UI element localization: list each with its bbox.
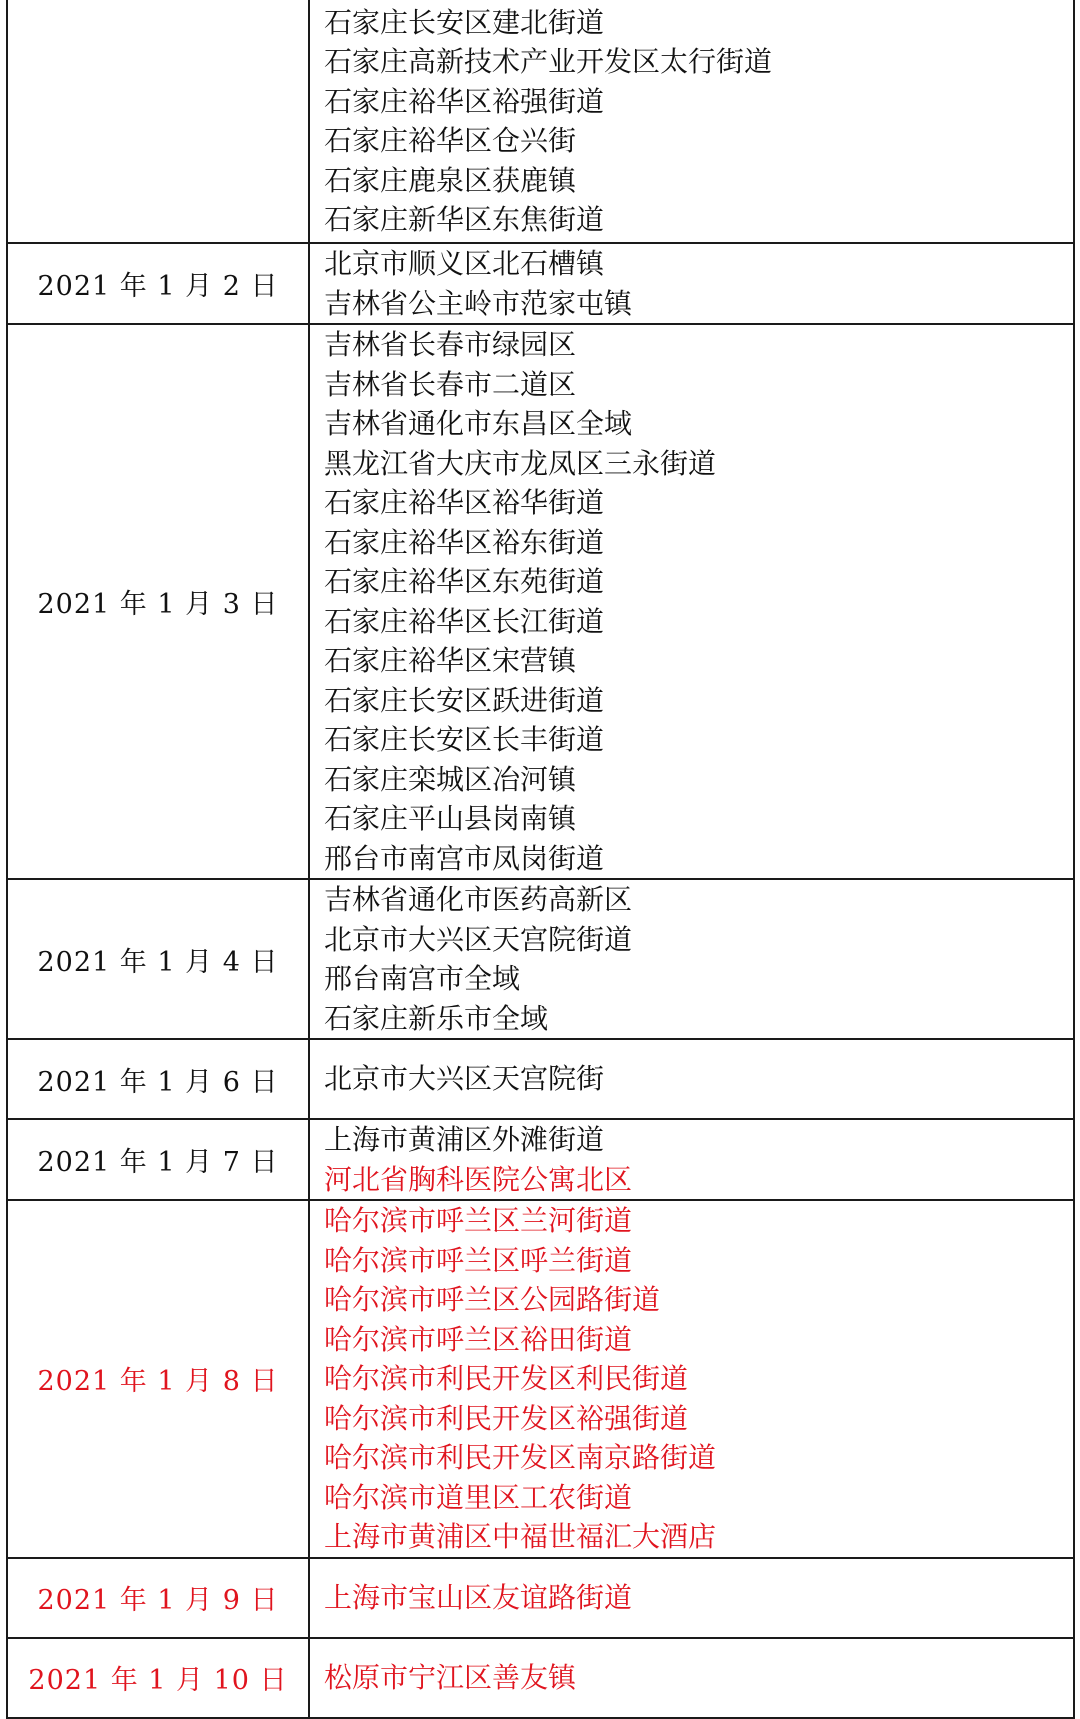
location-item: 哈尔滨市呼兰区裕田街道 (324, 1322, 633, 1356)
date-cell: 2021 年 1 月 6 日 (7, 1039, 309, 1119)
locations-cell (309, 324, 1074, 879)
table-row (7, 1039, 1074, 1119)
date-cell: 2021 年 1 月 8 日 (7, 1200, 309, 1558)
location-item: 河北省胸科医院公寓北区 (324, 1162, 633, 1196)
location-item: 石家庄长安区跃进街道 (324, 683, 605, 717)
location-item: 邢台南宫市全域 (324, 962, 521, 995)
location-item: 吉林省长春市绿园区 (324, 328, 577, 361)
table-row (7, 1638, 1074, 1718)
risk-area-table (6, 0, 1075, 1719)
locations-cell (309, 243, 1074, 324)
table-row (7, 0, 1074, 243)
location-item: 石家庄裕华区裕华街道 (324, 486, 605, 519)
date-cell: 2021 年 1 月 7 日 (7, 1119, 309, 1200)
table-row (7, 243, 1074, 324)
location-item: 吉林省公主岭市范家屯镇 (324, 286, 633, 320)
location-item: 石家庄新乐市全域 (324, 1001, 549, 1035)
location-item: 黑龙江省大庆市龙凤区三永街道 (324, 446, 717, 480)
location-item: 石家庄长安区长丰街道 (324, 723, 605, 756)
date-cell: 2021 年 1 月 4 日 (7, 879, 309, 1039)
location-item: 石家庄裕华区仓兴街 (324, 124, 577, 157)
location-item: 石家庄鹿泉区获鹿镇 (324, 163, 577, 197)
locations-cell (309, 1119, 1074, 1200)
location-item: 上海市黄浦区外滩街道 (324, 1123, 605, 1156)
date-cell: 2021 年 1 月 2 日 (7, 243, 309, 324)
table-row (7, 324, 1074, 879)
locations-cell (309, 1558, 1074, 1638)
location-item: 石家庄新华区东焦街道 (324, 203, 605, 236)
locations-cell (309, 1200, 1074, 1558)
location-item: 石家庄长安区建北街道 (324, 5, 605, 39)
location-item: 吉林省通化市医药高新区 (324, 883, 633, 916)
locations-cell (309, 879, 1074, 1039)
date-cell: 2021 年 1 月 10 日 (7, 1638, 309, 1718)
locations-cell (309, 0, 1074, 243)
table-body (7, 0, 1074, 1718)
location-item: 石家庄裕华区裕强街道 (324, 84, 605, 118)
date-cell (7, 0, 309, 243)
location-item: 上海市宝山区友谊路街道 (324, 1580, 633, 1614)
location-item: 哈尔滨市利民开发区利民街道 (324, 1362, 689, 1395)
date-cell: 2021 年 1 月 3 日 (7, 324, 309, 879)
table-row (7, 1558, 1074, 1638)
location-item: 邢台市南宫市凤岗街道 (324, 841, 605, 875)
location-item: 哈尔滨市道里区工农街道 (324, 1480, 633, 1514)
locations-cell (309, 1039, 1074, 1119)
table-row (7, 1119, 1074, 1200)
location-item: 哈尔滨市利民开发区裕强街道 (324, 1401, 689, 1435)
location-item: 松原市宁江区善友镇 (324, 1660, 577, 1694)
location-item: 上海市黄浦区中福世福汇大酒店 (324, 1520, 717, 1553)
location-item: 北京市大兴区天宫院街 (324, 1062, 605, 1096)
location-item: 石家庄高新技术产业开发区太行街道 (324, 45, 773, 78)
locations-cell (309, 1638, 1074, 1718)
location-item: 吉林省通化市东昌区全域 (324, 407, 633, 440)
location-item: 哈尔滨市利民开发区南京路街道 (324, 1441, 717, 1474)
location-item: 吉林省长春市二道区 (324, 367, 577, 401)
location-item: 石家庄平山县岗南镇 (324, 802, 577, 835)
location-item: 北京市顺义区北石槽镇 (324, 247, 605, 280)
location-item: 石家庄裕华区长江街道 (324, 604, 605, 638)
location-item: 哈尔滨市呼兰区兰河街道 (324, 1204, 633, 1237)
location-item: 石家庄栾城区冶河镇 (324, 762, 577, 796)
date-cell: 2021 年 1 月 9 日 (7, 1558, 309, 1638)
location-item: 哈尔滨市呼兰区公园路街道 (324, 1283, 661, 1316)
table-row (7, 879, 1074, 1039)
location-item: 石家庄裕华区东苑街道 (324, 565, 605, 598)
location-item: 石家庄裕华区裕东街道 (324, 525, 605, 559)
table-row (7, 1200, 1074, 1558)
location-item: 石家庄裕华区宋营镇 (324, 644, 577, 677)
location-item: 北京市大兴区天宫院街道 (324, 922, 633, 956)
location-item: 哈尔滨市呼兰区呼兰街道 (324, 1243, 633, 1277)
